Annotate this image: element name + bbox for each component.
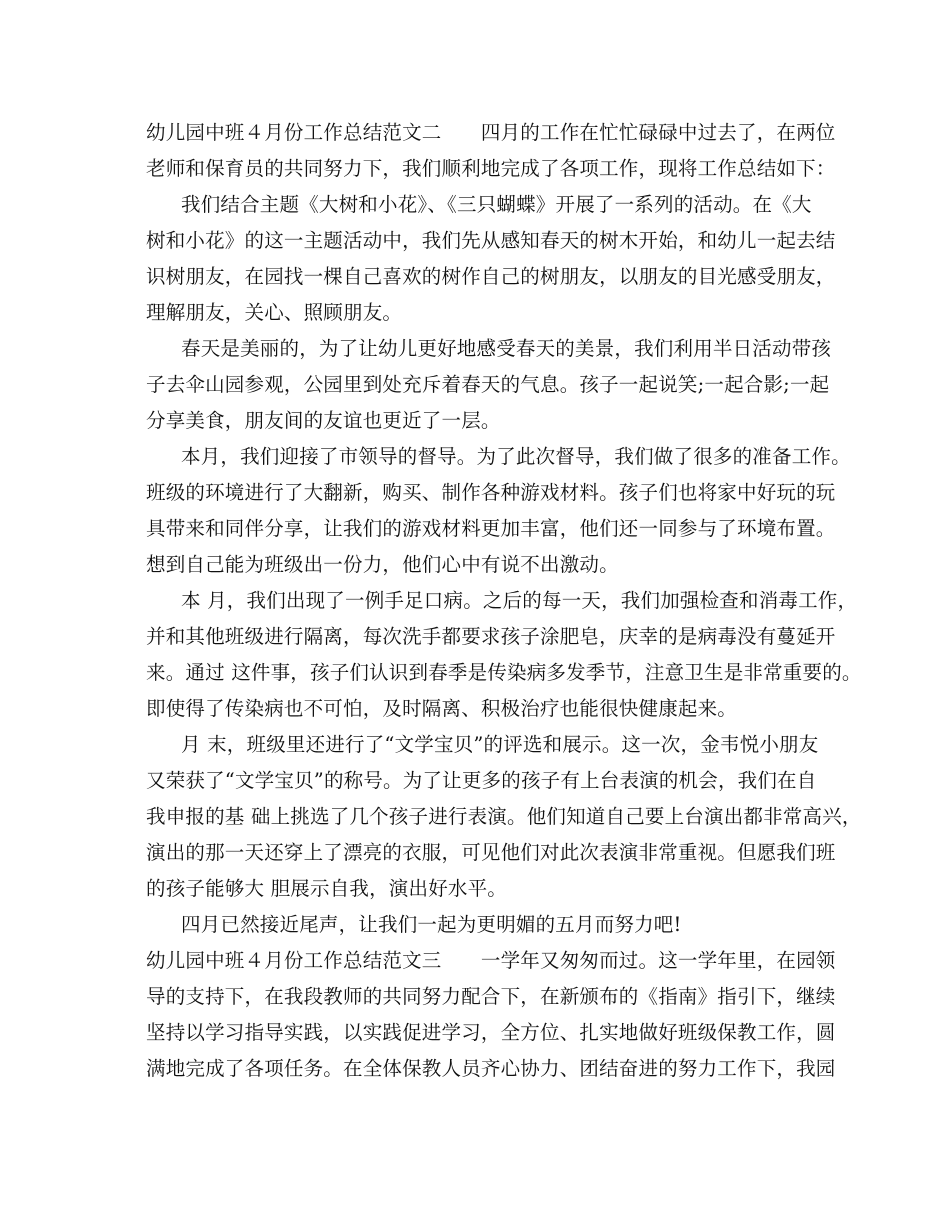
text-line: 老师和保育员的共同努力下，我们顺利地完成了各项工作，现将工作总结如下：	[146, 157, 836, 180]
text-line: 本月，我们迎接了市领导的督导。为了此次督导，我们做了很多的准备工作。	[181, 445, 851, 468]
text-line: 我申报的基 础上挑选了几个孩子进行表演。他们知道自己要上台演出都非常高兴，	[146, 805, 862, 828]
text-line: 班级的环境进行了大翻新，购买、制作各种游戏材料。孩子们也将家中好玩的玩	[146, 481, 836, 504]
text-line: 月 末，班级里还进行了“文学宝贝”的评选和展示。这一次，金韦悦小朋友	[181, 733, 819, 756]
text-line: 四月已然接近尾声，让我们一起为更明媚的五月而努力吧!	[181, 913, 682, 936]
text-line: 又荣获了“文学宝贝”的称号。为了让更多的孩子有上台表演的机会，我们在自	[146, 769, 817, 792]
text-line: 树和小花》的这一主题活动中，我们先从感知春天的树木开始，和幼儿一起去结	[146, 229, 836, 252]
text-line: 演出的那一天还穿上了漂亮的衣服，可见他们对此次表演非常重视。但愿我们班	[146, 841, 836, 864]
text-line: 分享美食，朋友间的友谊也更近了一层。	[146, 409, 501, 432]
text-line: 来。通过 这件事，孩子们认识到春季是传染病多发季节，注意卫生是非常重要的。	[146, 661, 862, 684]
text-line: 想到自己能为班级出一份力，他们心中有说不出激动。	[146, 553, 619, 576]
text-line: 理解朋友，关心、照顾朋友。	[146, 301, 403, 324]
text-line: 即使得了传染病也不可怕，及时隔离、积极治疗也能很快健康起来。	[146, 697, 738, 720]
text-line: 的孩子能够大 胆展示自我，演出好水平。	[146, 877, 507, 900]
text-line: 坚持以学习指导实践，以实践促进学习，全方位、扎实地做好班级保教工作，圆	[146, 1021, 836, 1044]
text-line: 本 月，我们出现了一例手足口病。之后的每一天，我们加强检查和消毒工作，	[181, 589, 858, 612]
text-line: 导的支持下，在我段教师的共同努力配合下，在新颁布的《指南》指引下，继续	[146, 985, 836, 1008]
text-line: 满地完成了各项任务。在全体保教人员齐心协力、团结奋进的努力工作下，我园	[146, 1057, 836, 1080]
text-line: 我们结合主题《大树和小花》、《三只蝴蝶》开展了一系列的活动。在《大	[181, 193, 812, 216]
text-line: 具带来和同伴分享，让我们的游戏材料更加丰富，他们还一同参与了环境布置。	[146, 517, 836, 540]
text-line: 幼儿园中班４月份工作总结范文二 四月的工作在忙忙碌碌中过去了，在两位	[146, 121, 836, 144]
text-line: 并和其他班级进行隔离，每次洗手都要求孩子涂肥皂，庆幸的是病毒没有蔓延开	[146, 625, 836, 648]
text-line: 识树朋友，在园找一棵自己喜欢的树作自己的树朋友，以朋友的目光感受朋友，	[146, 265, 836, 288]
text-line: 子去伞山园参观，公园里到处充斥着春天的气息。孩子一起说笑;一起合影;一起	[146, 373, 830, 396]
text-line: 幼儿园中班４月份工作总结范文三 一学年又匆匆而过。这一学年里，在园领	[146, 949, 836, 972]
text-line: 春天是美丽的，为了让幼儿更好地感受春天的美景，我们利用半日活动带孩	[181, 337, 832, 360]
